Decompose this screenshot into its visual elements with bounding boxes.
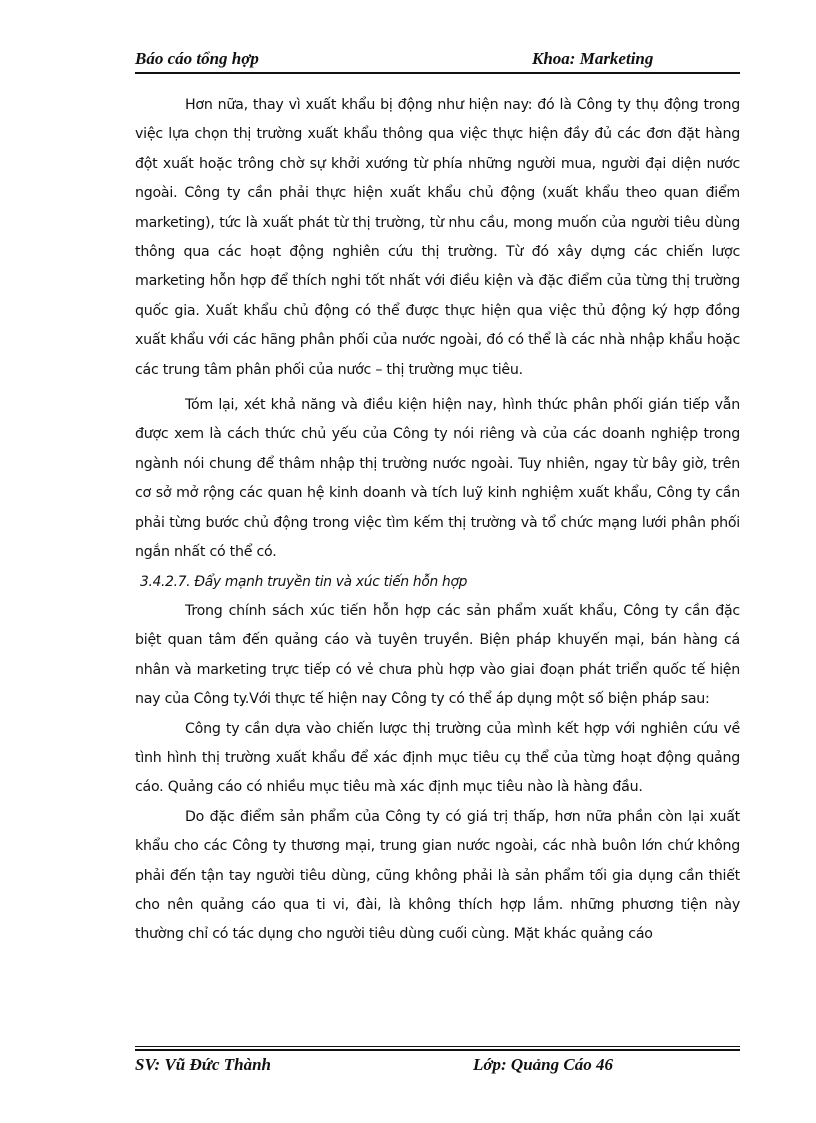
footer-rule-thin: [135, 1046, 740, 1047]
document-body: [135, 91, 740, 950]
paragraph-export-proactive: Hơn nữa, thay vì xuất khẩu bị động như hiện nay: đó là Công ty thụ động trong việc lựa chọn thị trường xuất khẩu thông qua việc thực hiện đầy đủ các đơn đặt hàng đột xuất hoặc trông chờ sự khởi xướng từ phía những người mua, người đại diện nước ngoài. Công ty cần phải thực hiện xuất khẩu chủ động (xuất khẩu theo quan điểm marketing), tức là xuất phát từ thị trường, từ nhu cầu, mong muốn của người tiêu dùng thông qua các hoạt động nghiên cứu thị trường. Từ đó xây dựng các chiến lược marketing hỗn hợp để thích nghi tốt nhất với điều kiện và đặc điểm của từng thị trường quốc gia. Xuất khẩu chủ động có thể được thực hiện qua việc thủ động ký hợp đồng xuất khẩu với các hãng phân phối của nước ngoài, đó có thể là các nhà nhập khẩu hoặc các trung tâm phân phối của nước – thị trường mục tiêu.: [135, 97, 740, 378]
paragraph-advertising-goals: Công ty cần dựa vào chiến lược thị trường của mình kết hợp với nghiên cứu về tình hình thị trường xuất khẩu để xác định mục tiêu cụ thể của từng hoạt động quảng cáo. Quảng cáo có nhiều mục tiêu mà xác định mục tiêu nào là hàng đầu.: [135, 720, 740, 796]
page-header: [135, 48, 740, 74]
footer-rule-thick: [135, 1049, 740, 1051]
footer-class-name: Lớp: Quảng Cáo 46: [473, 1055, 613, 1074]
footer-student-name: SV: Vũ Đức Thành: [135, 1055, 271, 1074]
paragraph-summary-distribution: Tóm lại, xét khả năng và điều kiện hiện nay, hình thức phân phối gián tiếp vẫn được xem là cách thức chủ yếu của Công ty nói riêng và của các doanh nghiệp trong ngành nói chung để thâm nhập thị trường nước ngoài. Tuy nhiên, ngay từ bây giờ, trên cơ sở mở rộng các quan hệ kinh doanh và tích luỹ kinh nghiệm xuất khẩu, Công ty cần phải từng bước chủ động trong việc tìm kếm thị trường và tổ chức mạng lưới phân phối ngắn nhất có thể có.: [135, 397, 740, 561]
page-footer: [135, 1046, 740, 1086]
paragraph-promotion-policy: Trong chính sách xúc tiến hỗn hợp các sản phẩm xuất khẩu, Công ty cần đặc biệt quan tâm đến quảng cáo và tuyên truyền. Biện pháp khuyến mại, bán hàng cá nhân và marketing trực tiếp có vẻ chưa phù hợp vào giai đoạn phát triển quốc tế hiện nay của Công ty.Với thực tế hiện nay Công ty có thể áp dụng một số biện pháp sau:: [135, 602, 740, 708]
paragraph-product-characteristics: Do đặc điểm sản phẩm của Công ty có giá trị thấp, hơn nữa phần còn lại xuất khẩu cho các Công ty thương mại, trung gian nước ngoài, các nhà buôn lớn chứ không phải đến tận tay người tiêu dùng, cũng không phải là sản phẩm tối gia dụng cần thiết cho nên quảng cáo qua ti vi, đài, là không thích hợp lắm. những phương tiện này thường chỉ có tác dụng cho người tiêu dùng cuối cùng. Mặt khác quảng cáo: [135, 808, 740, 943]
section-heading: 3.4.2.7. Đẩy mạnh truyền tin và xúc tiến hỗn hợp: [140, 573, 468, 590]
header-faculty: Khoa: Marketing: [532, 49, 654, 68]
header-report-title: Báo cáo tổng hợp: [135, 49, 259, 68]
